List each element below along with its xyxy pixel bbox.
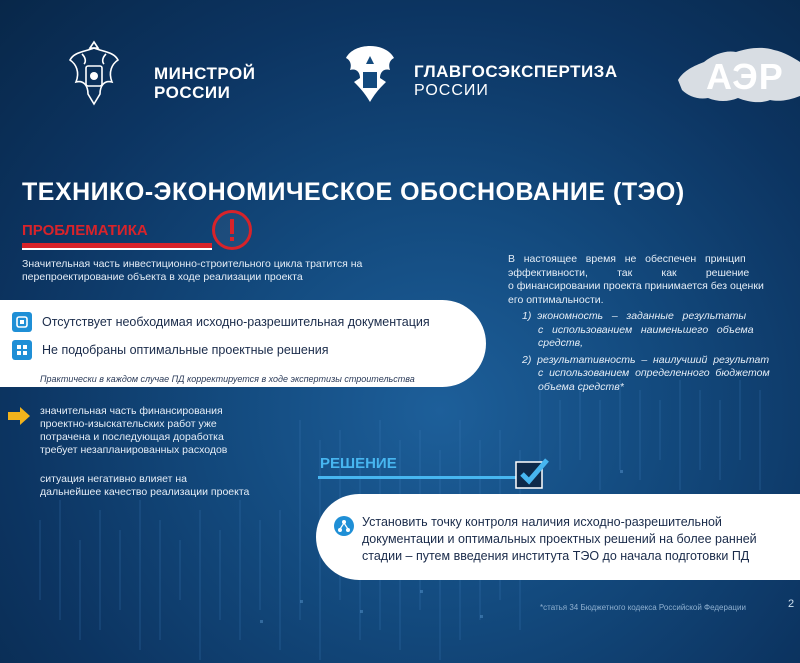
eagle-emblem-icon [340, 42, 400, 108]
problem-item [12, 340, 328, 360]
solution-underline [318, 476, 518, 479]
solution-label: РЕШЕНИЕ [320, 455, 397, 472]
problem-label: ПРОБЛЕМАТИКА [22, 222, 148, 239]
solution-line: документации и оптимальных проектных решений на более ранней [362, 532, 757, 546]
problem-intro [22, 258, 362, 284]
page-number: 2 [788, 598, 795, 610]
minstroy-name [154, 64, 255, 102]
checkbox-checked-icon [514, 456, 550, 492]
page-title: ТЕХНИКО-ЭКОНОМИЧЕСКОЕ ОБОСНОВАНИЕ (ТЭО) [22, 178, 685, 206]
problem-intro-line1: Значительная часть инвестиционно-строительного цикла тратится на [22, 258, 363, 270]
blueprint-icon [12, 340, 32, 360]
document-icon [12, 312, 32, 332]
problem-intro-line2: перепроектирование объекта в ходе реализации проекта [22, 271, 303, 283]
solution-text [362, 514, 757, 565]
efficiency-line: о финансировании проекта принимается без оценки [508, 280, 764, 292]
efficiency-item: с использованием определенного бюджетом [538, 367, 770, 379]
solution-line: Установить точку контроля наличия исходно-разрешительной [362, 515, 722, 529]
efficiency-item: с использованием наименьшего объема [538, 323, 754, 336]
efficiency-line: В настоящее время не обеспечен принцип [508, 253, 746, 265]
consequence-block-2 [40, 473, 249, 499]
warning-icon [212, 210, 252, 250]
efficiency-line: его оптимальности. [508, 293, 604, 306]
consequence-line: потрачена и последующая доработка [40, 431, 224, 443]
glavgos-name [414, 62, 618, 100]
glavgos-line2: РОССИИ [414, 82, 489, 99]
consequence-line: проектно-изыскательских работ уже [40, 418, 217, 430]
minstroy-line2: РОССИИ [154, 83, 231, 102]
glavgos-line1: ГЛАВГОСЭКСПЕРТИЗА [414, 62, 618, 81]
problem-underline-white [22, 248, 212, 250]
problem-item-text: Не подобраны оптимальные проектные решения [42, 343, 329, 357]
efficiency-line: эффективности, так как решение [508, 266, 750, 279]
problem-note: Практически в каждом случае ПД корректируется в ходе экспертизы строительства [40, 374, 415, 384]
minstroy-line1: МИНСТРОЙ [154, 64, 256, 83]
aer-logo-text: АЭР [706, 56, 784, 97]
efficiency-item: 2) результативность – наилучший результат [522, 353, 770, 366]
problem-item-text: Отсутствует необходимая исходно-разрешительная документация [42, 315, 430, 329]
network-icon [334, 516, 354, 536]
solution-line: стадии – путем введения института ТЭО до начала подготовки ПД [362, 549, 750, 563]
consequence-line: значительная часть финансирования [40, 405, 223, 417]
consequence-line: требует незапланированных расходов [40, 444, 228, 456]
efficiency-item: 1) экономность – заданные результаты [522, 310, 747, 322]
efficiency-item: средств, [538, 337, 584, 349]
problem-item [12, 312, 430, 332]
efficiency-item: объема средств* [538, 380, 624, 393]
arrow-right-icon [8, 407, 30, 425]
consequence-block [40, 405, 227, 457]
consequence-line: дальнейшее качество реализации проекта [40, 486, 250, 498]
efficiency-text [508, 253, 794, 394]
consequence-line: ситуация негативно влияет на [40, 473, 188, 485]
footnote: *статья 34 Бюджетного кодекса Российской Федерации [540, 603, 746, 612]
coat-of-arms-icon [66, 38, 122, 110]
